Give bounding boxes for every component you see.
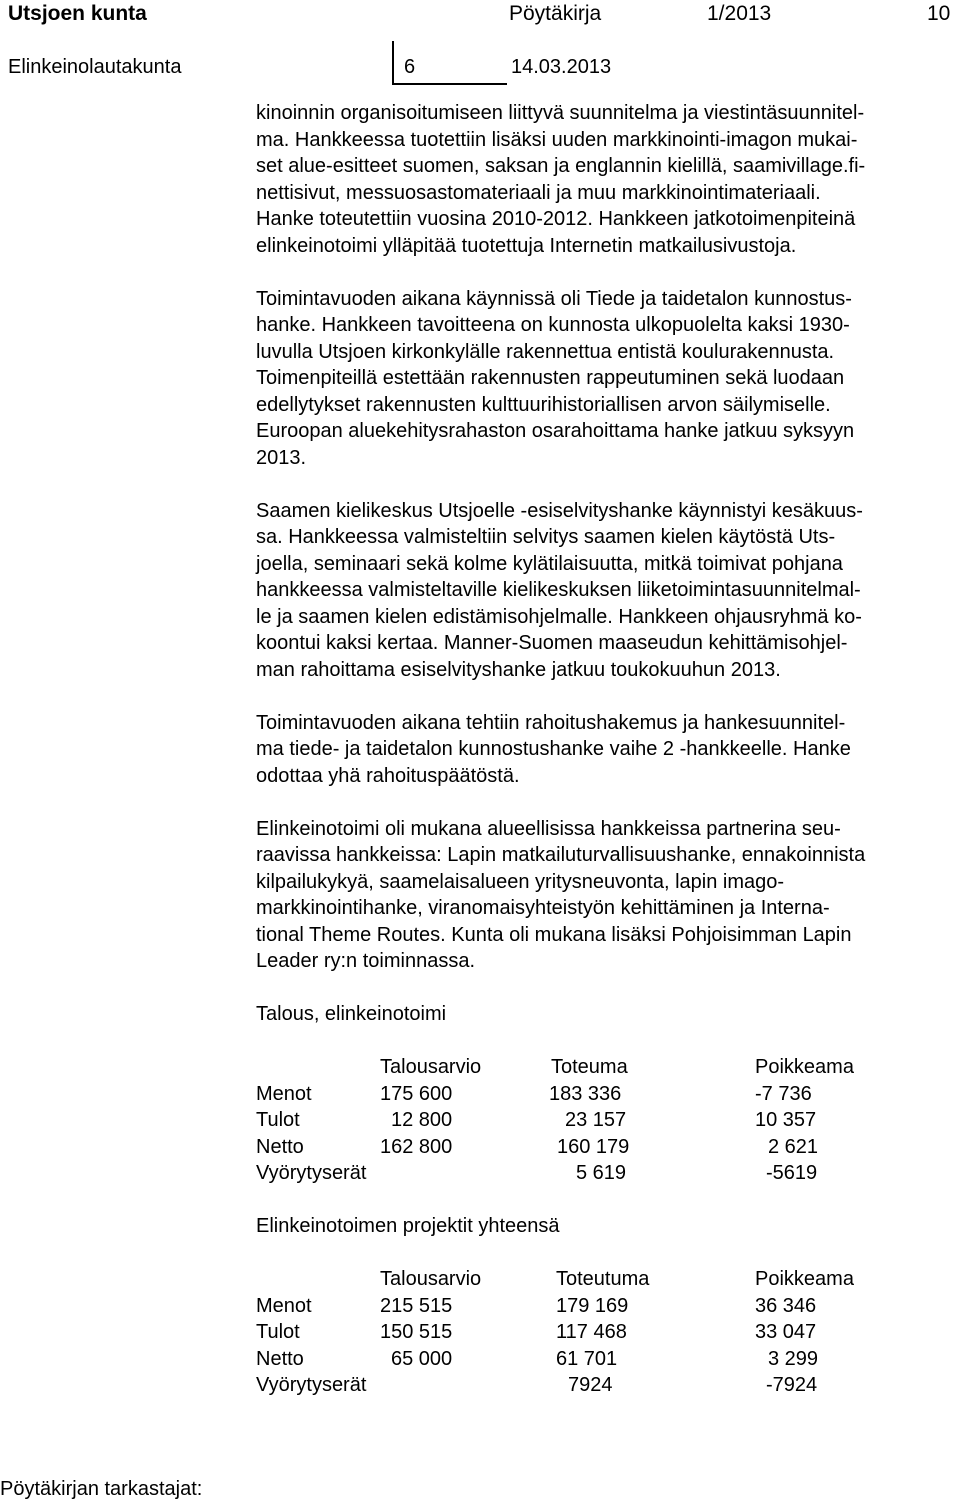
document-number: 1/2013 <box>707 2 772 25</box>
table-header-row <box>256 1266 896 1293</box>
variance-cell: -7924 <box>766 1374 818 1396</box>
text-line: Toimintavuoden aikana käynnissä oli Tiede ja taidetalon kunnostus- <box>256 287 852 310</box>
text-line: Euroopan aluekehitysrahaston osarahoittama hanke jatkuu syksyyn <box>256 420 855 442</box>
table-row <box>256 1372 896 1399</box>
row-label: Netto <box>256 1135 304 1158</box>
finance-table-projects <box>256 1266 896 1399</box>
row-label: Netto <box>256 1347 304 1370</box>
actual-cell: 5 619 <box>576 1162 627 1184</box>
paragraph-funding-application <box>256 710 956 790</box>
paragraph-marketing <box>256 100 956 259</box>
variance-cell: 33 047 <box>755 1321 817 1343</box>
meeting-date: 14.03.2013 <box>511 56 612 78</box>
text-line: man rahoittama esiselvityshanke jatkuu toukokuuhun 2013. <box>256 658 781 681</box>
actual-cell: 23 157 <box>565 1109 627 1131</box>
paragraph-regional-projects <box>256 816 956 975</box>
text-line: elinkeinotoimi ylläpitää tuotettuja Internetin matkailusivustoja. <box>256 234 797 257</box>
variance-cell: 36 346 <box>755 1294 817 1317</box>
row-label: Tulot <box>256 1109 300 1131</box>
text-line: hanke. Hankkeen tavoitteena on kunnosta ulkopuolelta kaksi 1930- <box>256 314 850 336</box>
text-line: kinoinnin organisoitumiseen liittyvä suunnitelma ja viestintäsuunnitel- <box>256 102 865 124</box>
table-header-row <box>256 1054 896 1081</box>
budget-cell: 150 515 <box>380 1321 453 1343</box>
text-line: Hanke toteutettiin vuosina 2010-2012. Hankkeen jatkotoimenpiteinä <box>256 208 856 230</box>
actual-cell: 179 169 <box>556 1294 629 1317</box>
budget-cell: 12 800 <box>391 1109 453 1131</box>
variance-cell: -5619 <box>766 1162 818 1184</box>
municipality-name: Utsjoen kunta <box>8 2 147 25</box>
table-row <box>256 1081 896 1108</box>
column-header: Talousarvio <box>380 1268 482 1290</box>
text-line: raavissa hankkeissa: Lapin matkailuturvallisuushanke, ennakoinnista <box>256 844 866 866</box>
section-number: 6 <box>404 56 416 78</box>
actual-cell: 7924 <box>568 1374 613 1396</box>
text-line: hankkeessa valmisteltaville kielikeskuksen liiketoimintasuunnitelmal- <box>256 579 861 601</box>
text-line: Leader ry:n toiminnassa. <box>256 950 476 972</box>
paragraph-language-centre <box>256 498 956 684</box>
text-line: luvulla Utsjoen kirkonkylälle rakennettua entistä koulurakennusta. <box>256 340 835 363</box>
column-header: Poikkeama <box>755 1268 854 1290</box>
table-row <box>256 1319 896 1346</box>
text-line: nettisivut, messuosastomateriaali ja muu markkinointimateriaali. <box>256 181 821 204</box>
text-line: sa. Hankkeessa valmisteltiin selvitys saamen kielen käytöstä Uts- <box>256 526 836 548</box>
table-row <box>256 1134 896 1161</box>
budget-cell: 175 600 <box>380 1082 453 1105</box>
text-line: le ja saamen kielen edistämisohjelmalle. Hankkeen ohjausryhmä ko- <box>256 605 862 628</box>
table2-title: Elinkeinotoimen projektit yhteensä <box>256 1215 560 1237</box>
text-line: odottaa yhä rahoituspäätöstä. <box>256 764 520 787</box>
column-header: Talousarvio <box>380 1056 482 1078</box>
variance-cell: 2 621 <box>768 1135 819 1158</box>
variance-cell: 10 357 <box>755 1109 817 1131</box>
table-row <box>256 1293 896 1320</box>
table-row <box>256 1346 896 1373</box>
text-line: ma tiede- ja taidetalon kunnostushanke vaihe 2 -hankkeelle. Hanke <box>256 738 851 760</box>
text-line: Saamen kielikeskus Utsjoelle -esiselvityshanke käynnistyi kesäkuus- <box>256 499 863 522</box>
footer-inspectors-label: Pöytäkirjan tarkastajat: <box>0 1478 203 1500</box>
budget-cell: 65 000 <box>391 1347 453 1370</box>
row-label: Menot <box>256 1294 312 1317</box>
text-line: Toimintavuoden aikana tehtiin rahoitushakemus ja hankesuunnitel- <box>256 711 846 734</box>
text-line: tional Theme Routes. Kunta oli mukana lisäksi Pohjoisimman Lapin <box>256 923 852 946</box>
variance-cell: -7 736 <box>755 1082 812 1105</box>
text-line: ma. Hankkeessa tuotettiin lisäksi uuden markkinointi-imagon mukai- <box>256 128 858 151</box>
document-type: Pöytäkirja <box>509 2 602 25</box>
text-line: koontui kaksi kertaa. Manner-Suomen maaseudun kehittämisohjel- <box>256 632 848 654</box>
page-number: 10 <box>927 2 951 25</box>
text-line: kilpailukykyä, saamelaisalueen yritysneuvonta, lapin imago- <box>256 870 785 893</box>
document-body <box>256 100 956 1399</box>
text-line: 2013. <box>256 446 307 469</box>
budget-cell: 162 800 <box>380 1135 453 1158</box>
table-row <box>256 1160 896 1187</box>
actual-cell: 117 468 <box>556 1321 627 1343</box>
paragraph-science-art-house <box>256 286 956 472</box>
text-line: joella, seminaari sekä kolme kylätilaisuutta, mitkä toimivat pohjana <box>256 552 843 575</box>
header-rule <box>393 83 507 85</box>
row-label: Vyörytyserät <box>256 1374 367 1396</box>
board-name: Elinkeinolautakunta <box>8 56 182 78</box>
header-tick-line <box>392 41 394 85</box>
budget-cell: 215 515 <box>380 1294 453 1317</box>
actual-cell: 61 701 <box>556 1347 618 1370</box>
text-line: edellytykset rakennusten kulttuurihistoriallisen arvon säilymiselle. <box>256 393 831 416</box>
text-line: Elinkeinotoimi oli mukana alueellisissa hankkeissa partnerina seu- <box>256 817 841 840</box>
variance-cell: 3 299 <box>768 1347 819 1370</box>
table1-title: Talous, elinkeinotoimi <box>256 1003 447 1025</box>
table-row <box>256 1107 896 1134</box>
finance-table-business <box>256 1054 896 1187</box>
column-header: Toteutuma <box>556 1268 650 1290</box>
column-header: Toteuma <box>551 1056 628 1078</box>
column-header: Poikkeama <box>755 1056 854 1078</box>
row-label: Vyörytyserät <box>256 1162 367 1184</box>
actual-cell: 160 179 <box>557 1135 630 1158</box>
row-label: Menot <box>256 1082 312 1105</box>
actual-cell: 183 336 <box>549 1082 622 1105</box>
text-line: Toimenpiteillä estettään rakennusten rappeutuminen sekä luodaan <box>256 367 845 389</box>
text-line: set alue-esitteet suomen, saksan ja englannin kielillä, saamivillage.fi- <box>256 155 866 177</box>
row-label: Tulot <box>256 1321 300 1343</box>
text-line: markkinointihanke, viranomaisyhteistyön kehittäminen ja Interna- <box>256 897 830 919</box>
